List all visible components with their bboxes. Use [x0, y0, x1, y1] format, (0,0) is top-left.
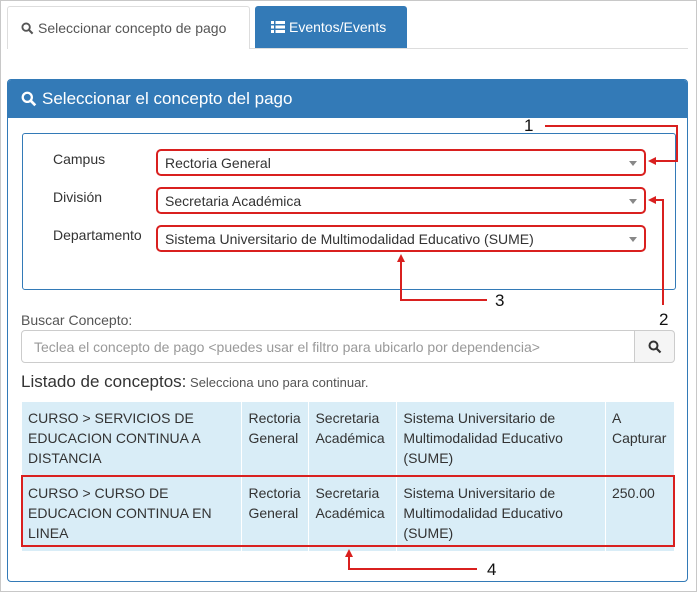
list-subtitle: Selecciona uno para continuar. [186, 375, 369, 390]
importe-cell: 250.00 [605, 477, 674, 552]
search-icon [21, 91, 37, 107]
panel-title: Seleccionar el concepto del pago [42, 89, 293, 108]
division-cell: Secretaria Académica [309, 402, 397, 477]
chevron-down-icon [629, 161, 637, 166]
tab-label: Seleccionar concepto de pago [38, 20, 227, 36]
callout-4: 4 [487, 560, 497, 579]
concept-cell: CURSO > CURSO DE EDUCACION CONTINUA EN LINEA [22, 477, 242, 552]
departamento-cell: Sistema Universitario de Multimodalidad Educativo (SUME) [397, 402, 606, 477]
search-label: Buscar Concepto: [21, 312, 133, 328]
importe-cell: A Capturar [605, 402, 674, 477]
list-heading [21, 372, 369, 392]
callout-2: 2 [659, 310, 669, 329]
search-icon [21, 22, 34, 35]
campus-label: Campus [53, 151, 106, 167]
search-button[interactable] [634, 330, 675, 363]
tab-seleccionar-concepto[interactable] [7, 6, 250, 49]
departamento-select[interactable] [156, 225, 646, 252]
division-cell: Secretaria Académica [309, 477, 397, 552]
table-row[interactable] [22, 477, 675, 552]
chevron-down-icon [629, 237, 637, 242]
campus-cell: Rectoria General [242, 402, 309, 477]
departamento-label: Departamento [53, 227, 142, 243]
division-value: Secretaria Académica [165, 192, 302, 209]
panel-heading [8, 80, 687, 118]
concepts-table [21, 401, 675, 552]
departamento-value: Sistema Universitario de Multimodalidad Educativo (SUME) [165, 230, 534, 247]
list-title: Listado de conceptos: [21, 372, 187, 391]
chevron-down-icon [629, 199, 637, 204]
campus-select[interactable] [156, 149, 646, 176]
list-icon [271, 21, 285, 33]
division-select[interactable] [156, 187, 646, 214]
division-label: División [53, 189, 103, 205]
concept-cell: CURSO > SERVICIOS DE EDUCACION CONTINUA A DISTANCIA [22, 402, 242, 477]
campus-cell: Rectoria General [242, 477, 309, 552]
tab-eventos[interactable] [255, 6, 407, 48]
table-row[interactable] [22, 402, 675, 477]
campus-value: Rectoria General [165, 154, 271, 171]
callout-1: 1 [524, 116, 534, 135]
tab-label: Eventos/Events [289, 19, 387, 35]
departamento-cell: Sistema Universitario de Multimodalidad Educativo (SUME) [397, 477, 606, 552]
search-input[interactable] [21, 330, 635, 363]
search-icon [648, 340, 662, 354]
callout-3: 3 [495, 291, 505, 310]
